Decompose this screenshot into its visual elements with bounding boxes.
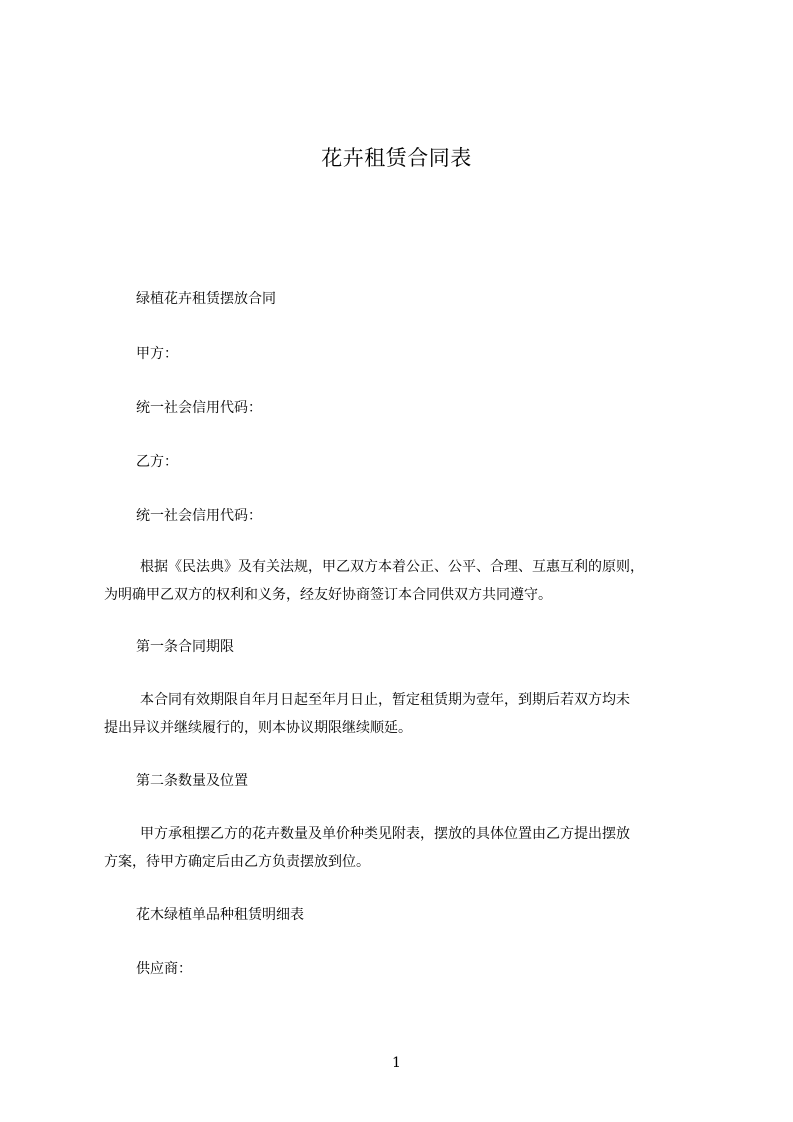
article-2-line-2: 方案，待甲方确定后由乙方负责摆放到位。 (104, 854, 370, 870)
contract-heading: 绿植花卉租赁摆放合同 (136, 291, 276, 307)
party-a-credit-code-label: 统一社会信用代码： (136, 400, 262, 416)
page-number: 1 (392, 1055, 401, 1071)
supplier-label: 供应商： (136, 961, 192, 977)
article-1-paragraph (104, 686, 704, 742)
article-2-line-1: 甲方承租摆乙方的花卉数量及单价种类见附表，摆放的具体位置由乙方提出摆放 (140, 826, 630, 842)
party-b-credit-code-label: 统一社会信用代码： (136, 508, 262, 524)
intro-line-1: 根据《民法典》及有关法规，甲乙双方本着公正、公平、合理、互惠互利的原则， (140, 559, 644, 575)
party-b-label: 乙方： (136, 454, 178, 470)
article-2-title: 第二条数量及位置 (136, 773, 248, 789)
article-2-paragraph (104, 820, 704, 876)
intro-paragraph (104, 553, 704, 609)
article-1-line-1: 本合同有效期限自年月日起至年月日止，暂定租赁期为壹年，到期后若双方均未 (140, 692, 630, 708)
party-a-label: 甲方： (136, 346, 178, 362)
article-1-title: 第一条合同期限 (136, 639, 234, 655)
intro-line-2: 为明确甲乙双方的权利和义务，经友好协商签订本合同供双方共同遵守。 (104, 587, 552, 603)
document-title: 花卉租赁合同表 (321, 146, 472, 170)
article-1-line-2: 提出异议并继续履行的，则本协议期限继续顺延。 (104, 720, 412, 736)
detail-table-title: 花木绿植单品种租赁明细表 (136, 907, 304, 923)
